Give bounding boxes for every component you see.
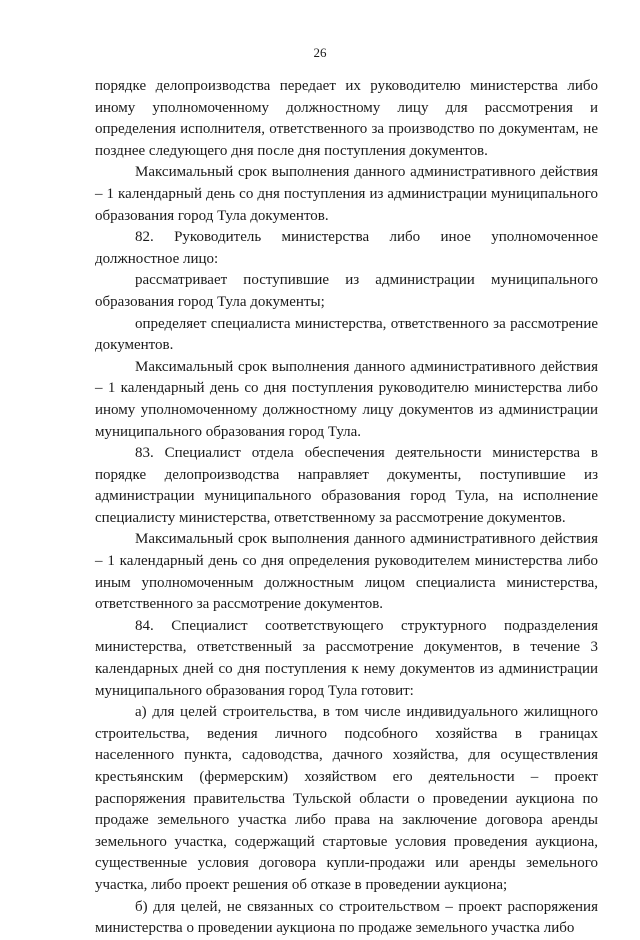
paragraph: 84. Специалист соответствующего структурного подразделения министерства, ответственный за рассмотрение документов, в течение 3 календарных дней со дня поступления к нему документов из администрации муниципального образования город Тула готовит: — [95, 617, 598, 699]
paragraph: 82. Руководитель министерства либо иное уполномоченное должностное лицо: — [95, 229, 598, 267]
page-number: 26 — [313, 45, 327, 60]
paragraph: определяет специалиста министерства, ответственного за рассмотрение документов. — [95, 315, 598, 354]
paragraph: а) для целей строительства, в том числе индивидуального жилищного строительства, ведения личного подсобного хозяйства в границах населенного пункта, садоводства, дачного хозяйства, для осуществления крестьянским (фермерским) хозяйством его деятельности – проект распоряжения правительства Тульской области о проведении аукциона по продаже земельного участка либо права на заключение договора аренды земельного участка, содержащий стартовые условия проведения аукциона, существенные условия договора купли-продажи или аренды земельного участка, либо проект решения об отказе в проведении аукциона; — [95, 704, 598, 893]
paragraph: Максимальный срок выполнения данного административного действия – 1 календарный день со дня определения руководителем министерства либо иным уполномоченным должностным лицом специалиста министерства, ответственного за рассмотрение документов. — [95, 531, 598, 613]
document-body — [95, 76, 598, 940]
paragraph: б) для целей, не связанных со строительством – проект распоряжения министерства о проведении аукциона по продаже земельного участка либо — [95, 898, 598, 937]
paragraph: 83. Специалист отдела обеспечения деятельности министерства в порядке делопроизводства направляет документы, поступившие из администрации муниципального образования город Тула, на исполнение специалисту министерства, ответственному за рассмотрение документов. — [95, 445, 598, 526]
paragraph: порядке делопроизводства передает их руководителю министерства либо иному уполномоченному должностному лицу для рассмотрения и определения исполнителя, ответственного за производство по документам, не позднее следующего дня после дня поступления документов. — [95, 78, 598, 159]
paragraph: Максимальный срок выполнения данного административного действия – 1 календарный день со дня поступления из администрации муниципального образования город Тула документов. — [95, 164, 598, 224]
paragraph: Максимальный срок выполнения данного административного действия – 1 календарный день со дня поступления руководителю министерства либо иному уполномоченному должностному лицу документов из администрации муниципального образования город Тула. — [95, 358, 598, 440]
paragraph: рассматривает поступившие из администрации муниципального образования город Тула документы; — [95, 272, 598, 310]
